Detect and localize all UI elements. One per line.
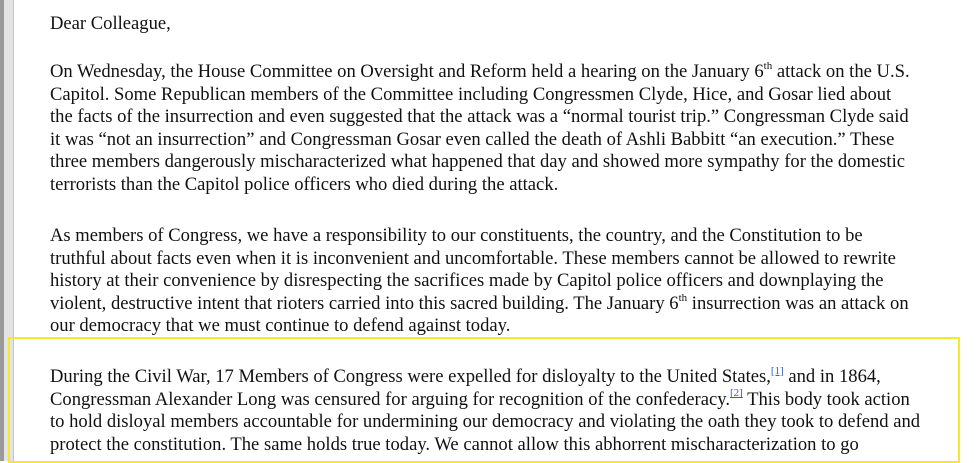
paragraph-2-line-4 (50, 293, 980, 316)
paragraph-3-line-2 (50, 389, 980, 412)
paragraph-3 (50, 366, 980, 456)
left-bar-shade (0, 0, 4, 461)
superscript-th: th (763, 59, 773, 72)
text-run: On Wednesday, the House Committee on Oversight and Reform held a hearing on the January 6 (50, 61, 764, 82)
footnote-link-1[interactable]: [1] (770, 364, 784, 377)
paragraph-2-line-3: history at their convenience by disrespecting the sacrifices made by Capitol police officers and downplaying the (50, 270, 884, 292)
text-run: and in 1864, (783, 366, 881, 387)
paragraph-3-line-4: protect the constitution. The same holds true today. We cannot allow this abhorrent mischaracterization to go (50, 433, 859, 455)
text-run: During the Civil War, 17 Members of Congress were expelled for disloyalty to the United States, (50, 366, 771, 387)
paragraph-1-line-6: terrorists than the Capitol police officers who died during the attack. (50, 173, 559, 195)
text-run: Congressman Alexander Long was censured for arguing for recognition of the confederacy. (50, 388, 730, 410)
paragraph-1-line-4: it was “not an insurrection” and Congressman Gosar even called the death of Ashli Babbitt “an execution.” These (50, 128, 895, 150)
paragraph-1-line-5: three members dangerously mischaracterized what happened that day and showed more sympathy for the domestic (50, 151, 906, 173)
footnote-link-2[interactable]: [2] (730, 387, 743, 400)
text-run: violent, destructive intent that rioters carried into this sacred building. The January 6 (50, 292, 679, 314)
paragraph-3-line-1 (50, 366, 980, 389)
salutation: Dear Colleague, (50, 13, 171, 34)
paragraph-2-line-1: As members of Congress, we have a responsibility to our constituents, the country, and the Constitution to be (50, 225, 863, 246)
paragraph-1-line-2: Capitol. Some Republican members of the Committee including Congressmen Clyde, Hice, and Gosar lied about (50, 83, 892, 105)
text-run: This body took action (742, 388, 910, 410)
paragraph-2 (50, 225, 980, 338)
paragraph-3-line-3: to hold disloyal members accountable for undermining our democracy and violating the oath they took to defend and (50, 411, 921, 433)
paragraph-1 (50, 61, 980, 197)
text-run: insurrection was an attack on (687, 292, 909, 314)
document-page (14, 0, 980, 461)
left-margin-bar (0, 0, 14, 461)
text-run: attack on the U.S. (772, 61, 910, 82)
paragraph-2-line-5: our democracy that we must continue to defend against today. (50, 315, 511, 337)
paragraph-1-line-1 (50, 61, 980, 84)
superscript-th: th (678, 291, 688, 304)
paragraph-2-line-2: truthful about facts even when it is inconvenient and uncomfortable. These members cannot be allowed to rewrite (50, 247, 896, 269)
paragraph-1-line-3: the facts of the insurrection and even suggested that the attack was a “normal tourist trip.” Congressman Clyde said (50, 106, 909, 128)
